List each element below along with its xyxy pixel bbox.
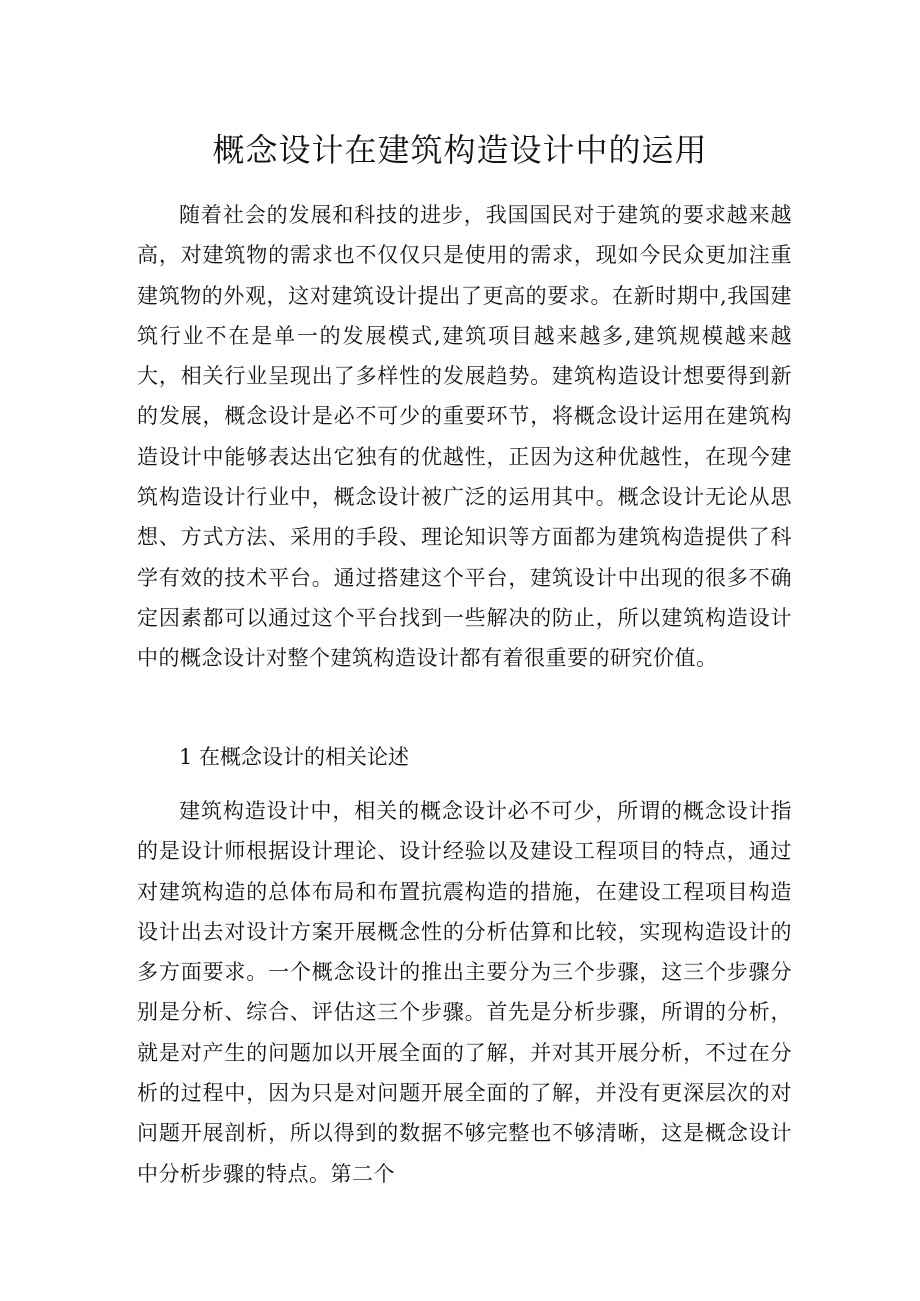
intro-paragraph: 随着社会的发展和科技的进步，我国国民对于建筑的要求越来越高，对建筑物的需求也不仅仅只是使用的需求，现如今民众更加注重建筑物的外观，这对建筑设计提出了更高的要求。在新时期中,我国建筑行业不在是单一的发展模式,建筑项目越来越多,建筑规模越来越大，相关行业呈现出了多样性的发展趋势。建筑构造设计想要得到新的发展，概念设计是必不可少的重要环节，将概念设计运用在建筑构造设计中能够表达出它独有的优越性，正因为这种优越性，在现今建筑构造设计行业中，概念设计被广泛的运用其中。概念设计无论从思想、方式方法、采用的手段、理论知识等方面都为建筑构造提供了科学有效的技术平台。通过搭建这个平台，建筑设计中出现的很多不确定因素都可以通过这个平台找到一些解决的防止，所以建筑构造设计中的概念设计对整个建筑构造设计都有着很重要的研究价值。 xyxy=(137,203,792,671)
section-heading: 1 在概念设计的相关论述 xyxy=(179,745,410,769)
section-paragraph: 建筑构造设计中，相关的概念设计必不可少，所谓的概念设计指的是设计师根据设计理论、设计经验以及建设工程项目的特点，通过对建筑构造的总体布局和布置抗震构造的措施，在建设工程项目构造设计出去对设计方案开展概念性的分析估算和比较，实现构造设计的多方面要求。一个概念设计的推出主要分为三个步骤，这三个步骤分别是分析、综合、评估这三个步骤。首先是分析步骤，所谓的分析，就是对产生的问题加以开展全面的了解，并对其开展分析，不过在分析的过程中，因为只是对问题开展全面的了解，并没有更深层次的对问题开展剖析，所以得到的数据不够完整也不够清晰，这是概念设计中分析步骤的特点。第二个 xyxy=(137,799,792,1186)
document-title: 概念设计在建筑构造设计中的运用 xyxy=(212,131,708,169)
